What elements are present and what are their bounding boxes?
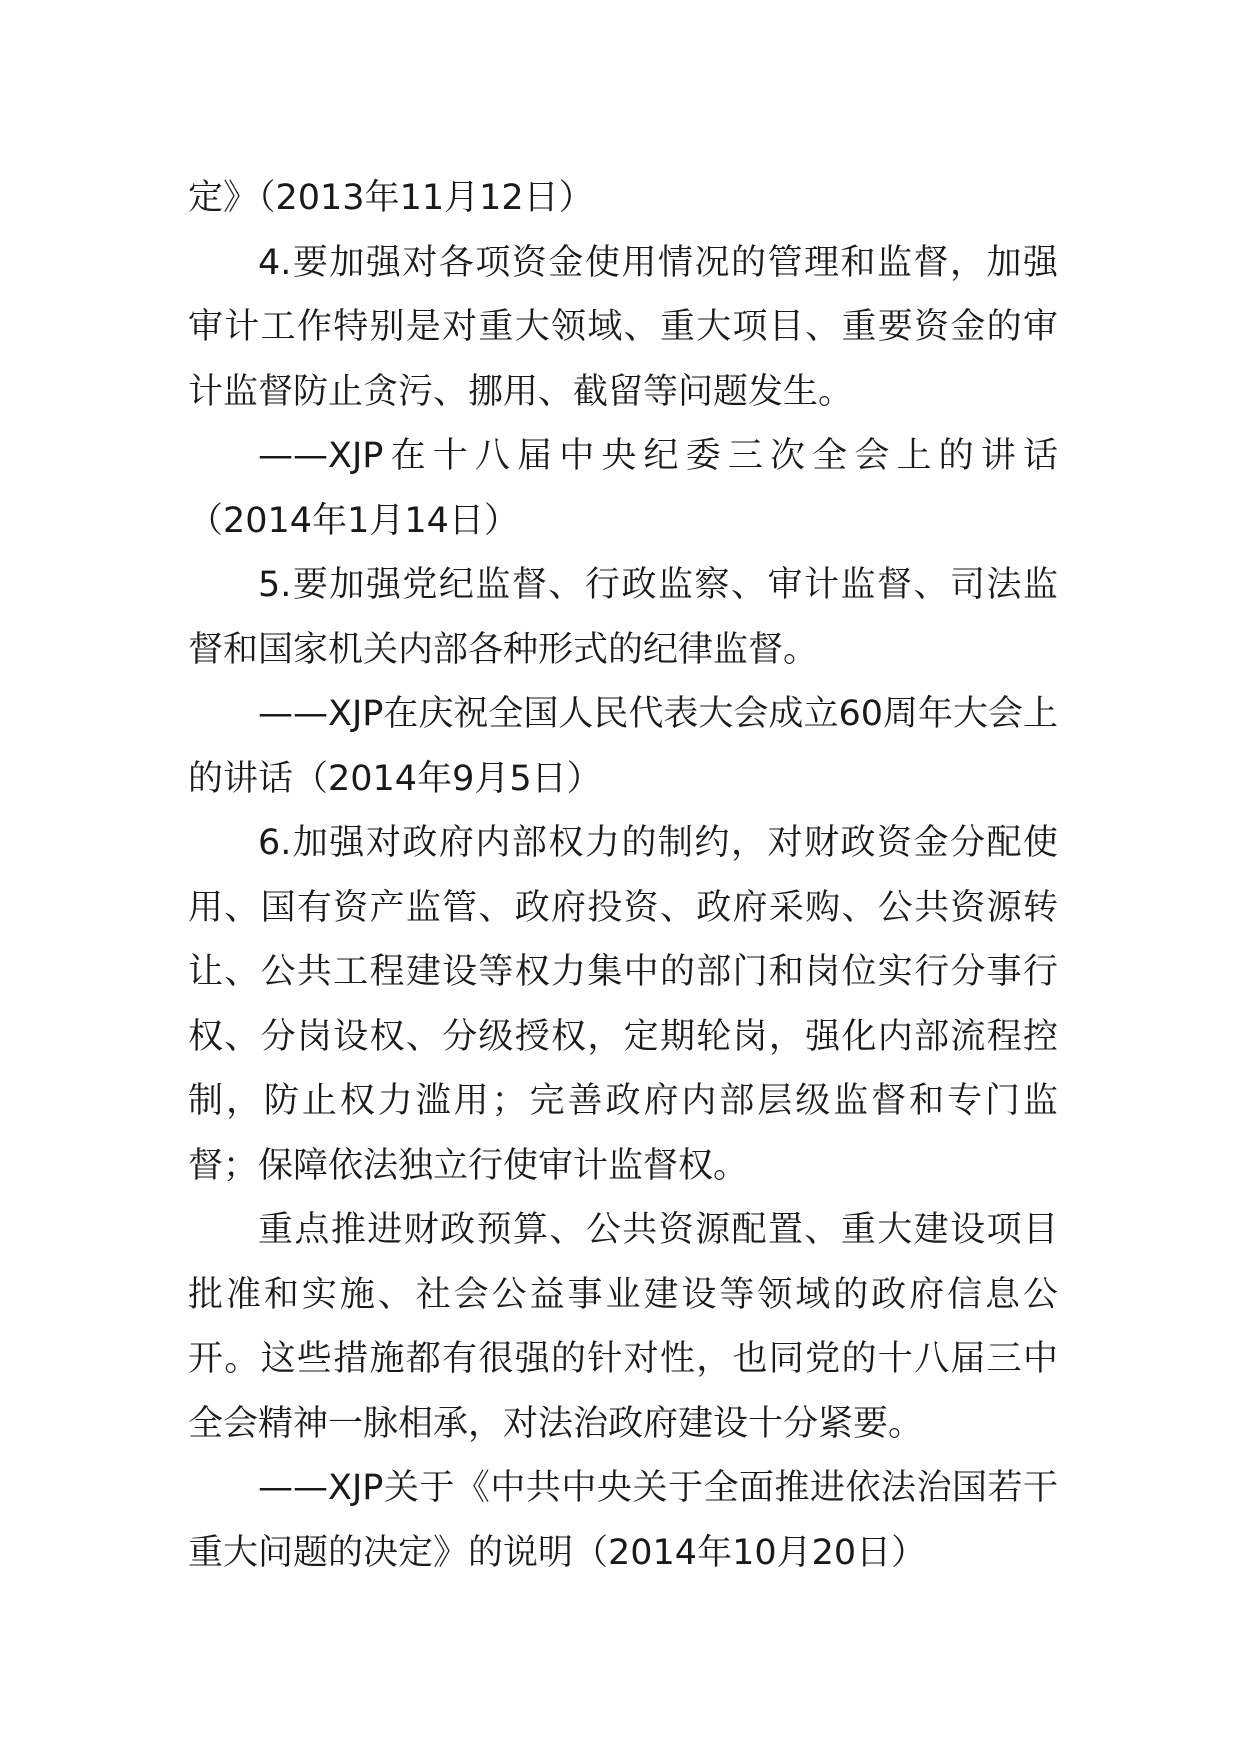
paragraph-item-5: 5.要加强党纪监督、行政监察、审计监督、司法监督和国家机关内部各种形式的纪律监督。 — [188, 565, 1058, 670]
paragraph-continuation: 定》（2013年11月12日） — [188, 178, 594, 218]
citation-1: ——XJP在十八届中央纪委三次全会上的讲话（2014年1月14日） — [188, 436, 1058, 541]
paragraph-continuation-2: 重点推进财政预算、公共资源配置、重大建设项目批准和实施、社会公益事业建设等领域的政府信息公开。这些措施都有很强的针对性，也同党的十八届三中全会精神一脉相承，对法治政府建设十分紧要。 — [188, 1210, 1058, 1444]
paragraph-item-6: 6.加强对政府内部权力的制约，对财政资金分配使用、国有资产监管、政府投资、政府采购、公共资源转让、公共工程建设等权力集中的部门和岗位实行分事行权、分岗设权、分级授权，定期轮岗，强化内部流程控制，防止权力滥用；完善政府内部层级监督和专门监督；保障依法独立行使审计监督权。 — [188, 823, 1058, 1186]
citation-2: ——XJP在庆祝全国人民代表大会成立60周年大会上的讲话（2014年9月5日） — [188, 694, 1058, 799]
citation-3: ——XJP关于《中共中央关于全面推进依法治国若干重大问题的决定》的说明（2014年10月20日） — [188, 1468, 1058, 1573]
document-body — [188, 166, 1058, 1585]
paragraph-item-4: 4.要加强对各项资金使用情况的管理和监督，加强审计工作特别是对重大领域、重大项目、重要资金的审计监督防止贪污、挪用、截留等问题发生。 — [188, 242, 1058, 412]
